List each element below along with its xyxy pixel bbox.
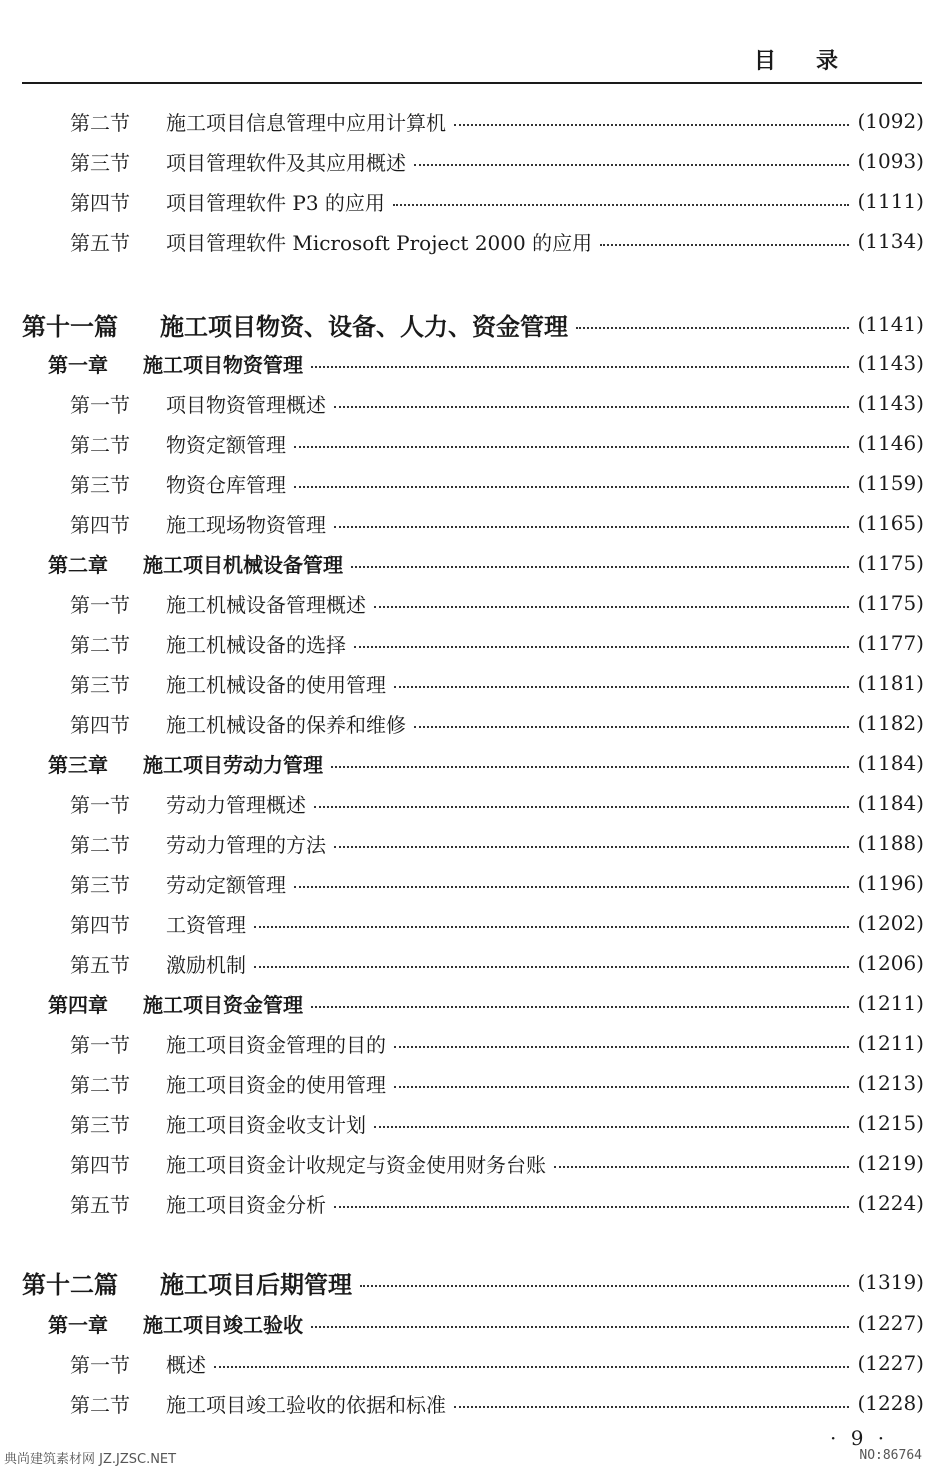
toc-entry-page: (1211) bbox=[857, 1031, 924, 1055]
toc-entry-title: 施工项目资金管理的目的 bbox=[166, 1032, 386, 1057]
toc-entry-title: 施工项目资金的使用管理 bbox=[166, 1072, 386, 1097]
toc-entry-title: 施工机械设备管理概述 bbox=[166, 592, 366, 617]
toc-entry-title: 工资管理 bbox=[166, 912, 246, 937]
toc-entry-section bbox=[0, 224, 950, 258]
toc-entry-number: 第二节 bbox=[70, 110, 130, 135]
toc-entry-page: (1228) bbox=[857, 1391, 924, 1415]
toc-entry-page: (1134) bbox=[857, 229, 924, 253]
dot-leader bbox=[254, 926, 849, 928]
toc-entry-title: 施工现场物资管理 bbox=[166, 512, 326, 537]
dot-leader bbox=[351, 566, 849, 568]
toc-entry-page: (1206) bbox=[857, 951, 924, 975]
dot-leader bbox=[374, 606, 849, 608]
toc-entry-section bbox=[0, 1146, 950, 1180]
toc-entry-number: 第一节 bbox=[70, 1352, 130, 1377]
dot-leader bbox=[334, 1206, 849, 1208]
toc-entry-chapter bbox=[0, 346, 950, 380]
toc-entry-title: 施工机械设备的选择 bbox=[166, 632, 346, 657]
dot-leader bbox=[331, 766, 849, 768]
toc-entry-page: (1165) bbox=[857, 511, 924, 535]
toc-entry-title: 施工项目竣工验收 bbox=[143, 1312, 303, 1337]
toc-entry-title: 施工项目机械设备管理 bbox=[143, 552, 343, 577]
toc-entry-page: (1177) bbox=[857, 631, 924, 655]
toc-entry-title: 施工项目资金分析 bbox=[166, 1192, 326, 1217]
toc-entry-title: 物资仓库管理 bbox=[166, 472, 286, 497]
running-head-title: 目录 bbox=[753, 49, 878, 74]
toc-entry-title: 施工项目竣工验收的依据和标准 bbox=[166, 1392, 446, 1417]
toc-entry-title: 项目管理软件 Microsoft Project 2000 的应用 bbox=[166, 230, 593, 255]
toc-entry-number: 第四节 bbox=[70, 1152, 130, 1177]
toc-entry-number: 第一节 bbox=[70, 592, 130, 617]
toc-entry-page: (1224) bbox=[857, 1191, 924, 1215]
dot-leader bbox=[334, 406, 849, 408]
toc-entry-page: (1175) bbox=[857, 591, 924, 615]
dot-leader bbox=[394, 1086, 849, 1088]
dot-leader bbox=[294, 446, 849, 448]
toc-entry-number: 第四节 bbox=[70, 912, 130, 937]
toc-entry-title: 物资定额管理 bbox=[166, 432, 286, 457]
toc-entry-section bbox=[0, 506, 950, 540]
dot-leader bbox=[354, 646, 849, 648]
dot-leader bbox=[334, 526, 849, 528]
toc-entry-title: 施工项目资金计收规定与资金使用财务台账 bbox=[166, 1152, 546, 1177]
toc-entry-title: 劳动力管理概述 bbox=[166, 792, 306, 817]
toc-entry-section bbox=[0, 1346, 950, 1380]
dot-leader bbox=[414, 726, 849, 728]
toc-entry-title: 概述 bbox=[166, 1352, 206, 1377]
toc-entry-title: 施工项目劳动力管理 bbox=[143, 752, 323, 777]
toc-entry-section bbox=[0, 706, 950, 740]
toc-entry-part bbox=[0, 1262, 950, 1302]
dot-leader bbox=[311, 1326, 849, 1328]
toc-entry-section bbox=[0, 104, 950, 138]
toc-entry-number: 第十一篇 bbox=[22, 311, 118, 341]
toc-entry-number: 第二节 bbox=[70, 632, 130, 657]
dot-leader bbox=[374, 1126, 849, 1128]
toc-entry-section bbox=[0, 1106, 950, 1140]
toc-entry-page: (1196) bbox=[857, 871, 924, 895]
dot-leader bbox=[393, 204, 850, 206]
toc-entry-page: (1184) bbox=[857, 791, 924, 815]
dot-leader bbox=[394, 1046, 849, 1048]
toc-entry-number: 第三节 bbox=[70, 872, 130, 897]
toc-entry-number: 第三章 bbox=[48, 752, 108, 777]
toc-entry-page: (1093) bbox=[857, 149, 924, 173]
dot-leader bbox=[454, 124, 849, 126]
toc-entry-title: 项目物资管理概述 bbox=[166, 392, 326, 417]
dot-leader bbox=[294, 886, 849, 888]
dot-leader bbox=[414, 164, 849, 166]
toc-entry-number: 第五节 bbox=[70, 1192, 130, 1217]
toc-entry-title: 施工机械设备的使用管理 bbox=[166, 672, 386, 697]
toc-entry-number: 第五节 bbox=[70, 230, 130, 255]
header-rule bbox=[22, 82, 922, 84]
toc-entry-number: 第二节 bbox=[70, 832, 130, 857]
toc-entry-number: 第五节 bbox=[70, 952, 130, 977]
toc-entry-number: 第一章 bbox=[48, 1312, 108, 1337]
toc-entry-section bbox=[0, 386, 950, 420]
toc-entry-page: (1111) bbox=[857, 189, 924, 213]
toc-entry-number: 第三节 bbox=[70, 150, 130, 175]
toc-entry-section bbox=[0, 866, 950, 900]
toc-entry-page: (1143) bbox=[857, 391, 924, 415]
toc-entry-part bbox=[0, 304, 950, 344]
toc-entry-section bbox=[0, 144, 950, 178]
toc-entry-title: 激励机制 bbox=[166, 952, 246, 977]
toc-entry-number: 第二节 bbox=[70, 1392, 130, 1417]
dot-leader bbox=[360, 1285, 849, 1287]
watermark-id: NO:86764 bbox=[859, 1448, 922, 1463]
toc-entry-chapter bbox=[0, 986, 950, 1020]
toc-entry-section bbox=[0, 786, 950, 820]
toc-entry-number: 第一节 bbox=[70, 392, 130, 417]
toc-entry-section bbox=[0, 1386, 950, 1420]
toc-entry-section bbox=[0, 906, 950, 940]
toc-entry-chapter bbox=[0, 1306, 950, 1340]
toc-entry-page: (1188) bbox=[857, 831, 924, 855]
toc-entry-page: (1227) bbox=[857, 1351, 924, 1375]
dot-leader bbox=[294, 486, 849, 488]
toc-entry-section bbox=[0, 426, 950, 460]
toc-entry-number: 第一节 bbox=[70, 792, 130, 817]
toc-entry-chapter bbox=[0, 546, 950, 580]
page-header bbox=[0, 0, 950, 84]
toc-entry-section bbox=[0, 1186, 950, 1220]
dot-leader bbox=[314, 806, 849, 808]
toc-entry-number: 第十二篇 bbox=[22, 1269, 118, 1299]
toc-entry-number: 第三节 bbox=[70, 472, 130, 497]
toc-entry-section bbox=[0, 466, 950, 500]
toc-entry-title: 劳动力管理的方法 bbox=[166, 832, 326, 857]
toc-entry-title: 施工项目物资管理 bbox=[143, 352, 303, 377]
toc-entry-number: 第四节 bbox=[70, 712, 130, 737]
toc-entry-title: 施工项目后期管理 bbox=[160, 1269, 352, 1299]
toc-entry-title: 劳动定额管理 bbox=[166, 872, 286, 897]
toc-entry-page: (1211) bbox=[857, 991, 924, 1015]
dot-leader bbox=[394, 686, 849, 688]
toc-entry-section bbox=[0, 946, 950, 980]
toc-entry-page: (1175) bbox=[857, 551, 924, 575]
toc-entry-page: (1146) bbox=[857, 431, 924, 455]
toc-entry-title: 施工项目资金收支计划 bbox=[166, 1112, 366, 1137]
toc-entry-section bbox=[0, 586, 950, 620]
toc-entry-number: 第二节 bbox=[70, 432, 130, 457]
toc-entry-title: 施工项目资金管理 bbox=[143, 992, 303, 1017]
toc-entry-section bbox=[0, 1026, 950, 1060]
toc-entry-page: (1143) bbox=[857, 351, 924, 375]
dot-leader bbox=[576, 327, 849, 329]
toc-entry-section bbox=[0, 184, 950, 218]
dot-leader bbox=[454, 1406, 849, 1408]
toc-entry-page: (1227) bbox=[857, 1311, 924, 1335]
toc-entry-title: 施工机械设备的保养和维修 bbox=[166, 712, 406, 737]
dot-leader bbox=[311, 1006, 849, 1008]
dot-leader bbox=[554, 1166, 849, 1168]
watermark-site: 典尚建筑素材网 JZ.JZSC.NET bbox=[4, 1452, 177, 1467]
toc-entry-number: 第三节 bbox=[70, 1112, 130, 1137]
toc-entry-page: (1202) bbox=[857, 911, 924, 935]
toc-entry-number: 第四章 bbox=[48, 992, 108, 1017]
toc-entry-section bbox=[0, 666, 950, 700]
toc-entry-page: (1182) bbox=[857, 711, 924, 735]
toc-entry-number: 第二章 bbox=[48, 552, 108, 577]
toc-entry-page: (1219) bbox=[857, 1151, 924, 1175]
toc-entry-number: 第一节 bbox=[70, 1032, 130, 1057]
toc-entry-title: 施工项目物资、设备、人力、资金管理 bbox=[160, 311, 568, 341]
dot-leader bbox=[600, 244, 849, 246]
toc-entry-section bbox=[0, 826, 950, 860]
dot-leader bbox=[311, 366, 849, 368]
dot-leader bbox=[334, 846, 849, 848]
page-number: · 9 · bbox=[830, 1426, 889, 1450]
toc-entry-title: 项目管理软件 P3 的应用 bbox=[166, 190, 385, 215]
toc-entry-chapter bbox=[0, 746, 950, 780]
toc-entry-page: (1184) bbox=[857, 751, 924, 775]
toc-entry-title: 项目管理软件及其应用概述 bbox=[166, 150, 406, 175]
toc-entry-section bbox=[0, 626, 950, 660]
dot-leader bbox=[254, 966, 849, 968]
toc-entry-section bbox=[0, 1066, 950, 1100]
toc-entry-number: 第三节 bbox=[70, 672, 130, 697]
toc-entry-page: (1213) bbox=[857, 1071, 924, 1095]
toc-entry-number: 第一章 bbox=[48, 352, 108, 377]
toc-entry-title: 施工项目信息管理中应用计算机 bbox=[166, 110, 446, 135]
toc-entry-number: 第二节 bbox=[70, 1072, 130, 1097]
toc-entry-page: (1319) bbox=[857, 1270, 924, 1294]
toc-entry-number: 第四节 bbox=[70, 512, 130, 537]
dot-leader bbox=[214, 1366, 849, 1368]
toc-entry-number: 第四节 bbox=[70, 190, 130, 215]
toc-entry-page: (1181) bbox=[857, 671, 924, 695]
toc-entry-page: (1159) bbox=[857, 471, 924, 495]
toc-entry-page: (1215) bbox=[857, 1111, 924, 1135]
toc-entry-page: (1141) bbox=[857, 312, 924, 336]
toc-entry-page: (1092) bbox=[857, 109, 924, 133]
